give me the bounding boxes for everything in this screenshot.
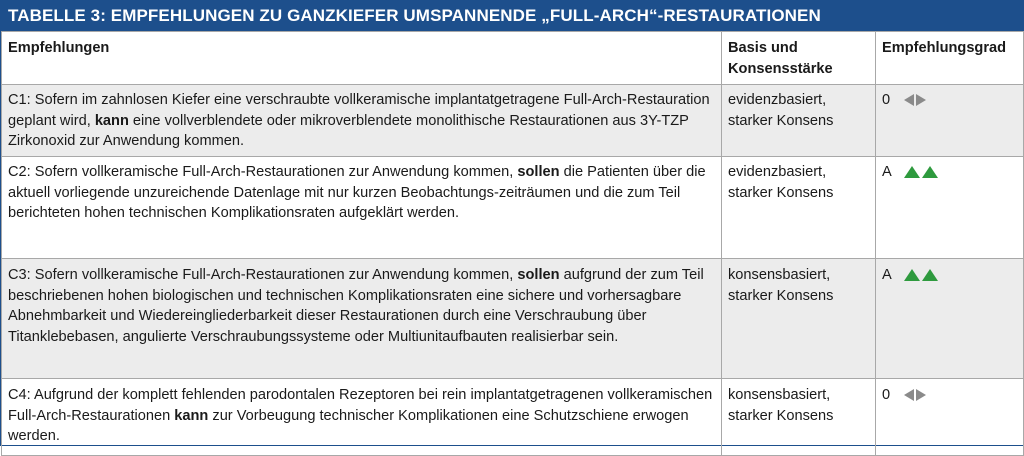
- basis-cell: konsensbasiert, starker Konsens: [722, 259, 876, 379]
- neutral-arrows-icon: [904, 389, 926, 401]
- grade-cell: [876, 379, 1024, 456]
- grade-letter: 0: [882, 387, 891, 403]
- recommendation-text: C4: Aufgrund der komplett fehlenden parodontalen Rezeptoren bei rein implantatgetragenen vollkeramischen Full-Arch-Restaurationen kann zur Vorbeugung technischer Komplikationen eine Schutzschiene erwogen werden.: [2, 379, 722, 456]
- table-row: [2, 85, 1024, 157]
- grade-cell: [876, 157, 1024, 259]
- recommendation-keyword: sollen: [517, 267, 560, 283]
- table-row: [2, 379, 1024, 456]
- table-row: [2, 259, 1024, 379]
- table-title: TABELLE 3: EMPFEHLUNGEN ZU GANZKIEFER UMSPANNENDE „FULL-ARCH“-RESTAURATIONEN: [1, 0, 1023, 31]
- grade-letter: 0: [882, 92, 891, 108]
- recommendation-keyword: sollen: [517, 164, 560, 180]
- basis-cell: evidenzbasiert, starker Konsens: [722, 157, 876, 259]
- recommendations-table: [1, 31, 1024, 456]
- double-up-arrow-icon: [904, 269, 938, 281]
- basis-cell: evidenzbasiert, starker Konsens: [722, 85, 876, 157]
- recommendation-text: C2: Sofern vollkeramische Full-Arch-Restaurationen zur Anwendung kommen, sollen die Patienten über die aktuell vorliegende unzureichende Datenlage mit nur kurzen Beobachtungs-zeiträumen und die zum Teil berichteten hohen technischen Komplikationsraten aufgeklärt werden.: [2, 157, 722, 259]
- header-basis-line2: Konsensstärke: [728, 60, 833, 77]
- header-basis: [722, 32, 876, 85]
- recommendation-keyword: kann: [94, 112, 129, 129]
- recommendation-keyword: kann: [174, 407, 209, 424]
- header-grade: Empfehlungsgrad: [876, 32, 1024, 85]
- header-basis-line1: Basis und: [728, 40, 798, 56]
- grade-cell: [876, 85, 1024, 157]
- neutral-arrows-icon: [904, 94, 926, 106]
- recommendation-text: C3: Sofern vollkeramische Full-Arch-Restaurationen zur Anwendung kommen, sollen aufgrund der zum Teil beschriebenen hohen biologischen und technischen Komplikationsraten eine sichere und vorhersagbare Abnehmbarkeit und Wiedereingliederbarkeit dieser Restaurationen durch eine Verschraubung über Titanklebebasen, angulierte Verschraubungssysteme oder Multiunitaufbauten realisierbar sein.: [2, 259, 722, 379]
- grade-letter: A: [882, 164, 892, 180]
- header-recommendations: Empfehlungen: [2, 32, 722, 85]
- recommendation-text: C1: Sofern im zahnlosen Kiefer eine verschraubte vollkeramische implantatgetragene Full-Arch-Restauration geplant wird, kann eine vollverblendete oder mikroverblendete monolithische Restaurationen aus 3Y-TZP Zirkonoxid zur Anwendung kommen.: [2, 85, 722, 157]
- grade-letter: A: [882, 267, 892, 283]
- double-up-arrow-icon: [904, 166, 938, 178]
- grade-cell: [876, 259, 1024, 379]
- header-row: [2, 32, 1024, 85]
- table-row: [2, 157, 1024, 259]
- basis-cell: konsensbasiert, starker Konsens: [722, 379, 876, 456]
